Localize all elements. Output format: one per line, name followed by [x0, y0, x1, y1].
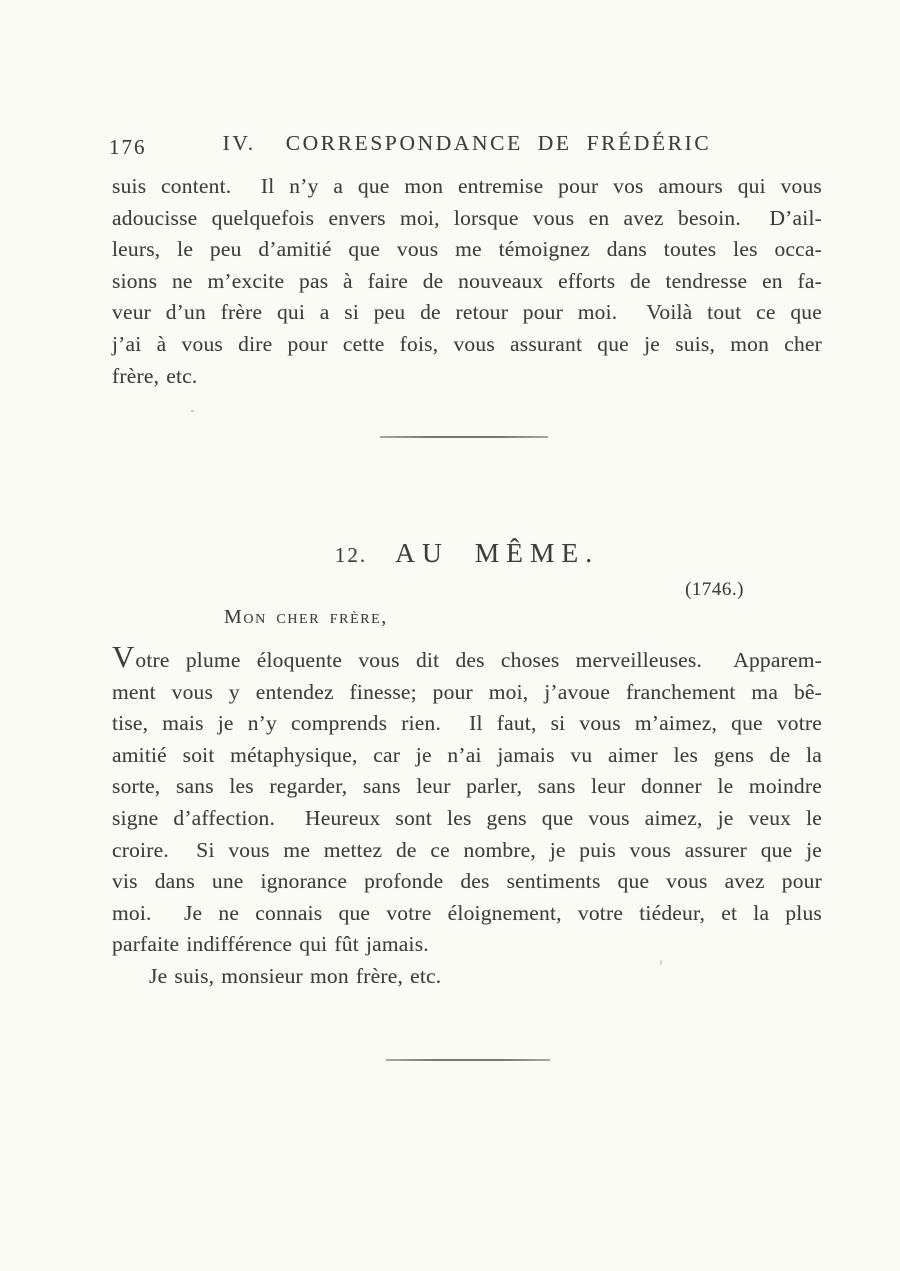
text-line: sorte, sans les regarder, sans leur parler, sans leur donner le moindre	[112, 774, 822, 799]
scan-speck	[191, 410, 194, 412]
running-head-title: IV. CORRESPONDANCE DE FRÉDÉRIC	[222, 131, 712, 155]
letter-closing: Je suis, monsieur mon frère, etc.	[149, 963, 442, 988]
text-line: parfaite indifférence qui fût jamais.	[112, 932, 429, 957]
paragraph-lines	[112, 171, 822, 361]
letter-date: (1746.)	[685, 579, 744, 600]
running-head	[109, 131, 822, 165]
letter-number: 12.	[334, 543, 368, 567]
page-number: 176	[109, 135, 147, 159]
text-line: vis dans une ignorance profonde des sentiments que vous avez pour	[112, 869, 822, 894]
section-divider-rule	[386, 1059, 550, 1061]
text-line-with-initial	[112, 639, 822, 677]
paragraph-lines	[112, 677, 822, 930]
text-line: amitié soit métaphysique, car je n’ai jamais vu aimer les gens de la	[112, 742, 822, 767]
text-line: veur d’un frère qui a si peu de retour pour moi. Voilà tout ce que	[112, 300, 822, 325]
text-line: leurs, le peu d’amitié que vous me témoignez dans toutes les occa-	[112, 237, 822, 262]
text-line: sions ne m’excite pas à faire de nouveaux efforts de tendresse en fa-	[112, 268, 822, 293]
letter-title: AU MÊME.	[395, 537, 600, 568]
letter-salutation: Mon cher frère,	[224, 606, 388, 628]
text-line: suis content. Il n’y a que mon entremise pour vos amours qui vous	[112, 174, 822, 198]
text-line: tise, mais je n’y comprends rien. Il faut, si vous m’aimez, que votre	[112, 711, 822, 736]
initial-capital: V	[112, 639, 136, 674]
text-line: otre plume éloquente vous dit des choses merveilleuses. Apparem-	[135, 648, 822, 672]
text-line: adoucisse quelquefois envers moi, lorsque vous en avez besoin. D’ail-	[112, 205, 822, 230]
letter-body-paragraph	[112, 639, 822, 993]
text-line: croire. Si vous me mettez de ce nombre, je puis vous assurer que je	[112, 837, 822, 862]
text-line: moi. Je ne connais que votre éloignement, votre tiédeur, et la plus	[112, 900, 822, 925]
text-line: ment vous y entendez finesse; pour moi, j’avoue franchement ma bê-	[112, 679, 822, 704]
text-line: frère, etc.	[112, 363, 198, 388]
letter-heading	[112, 537, 822, 569]
previous-letter-paragraph	[112, 171, 822, 392]
text-line: signe d’affection. Heureux sont les gens que vous aimez, je veux le	[112, 805, 822, 830]
text-line: j’ai à vous dire pour cette fois, vous assurant que je suis, mon cher	[112, 331, 822, 356]
section-divider-rule	[380, 436, 548, 438]
